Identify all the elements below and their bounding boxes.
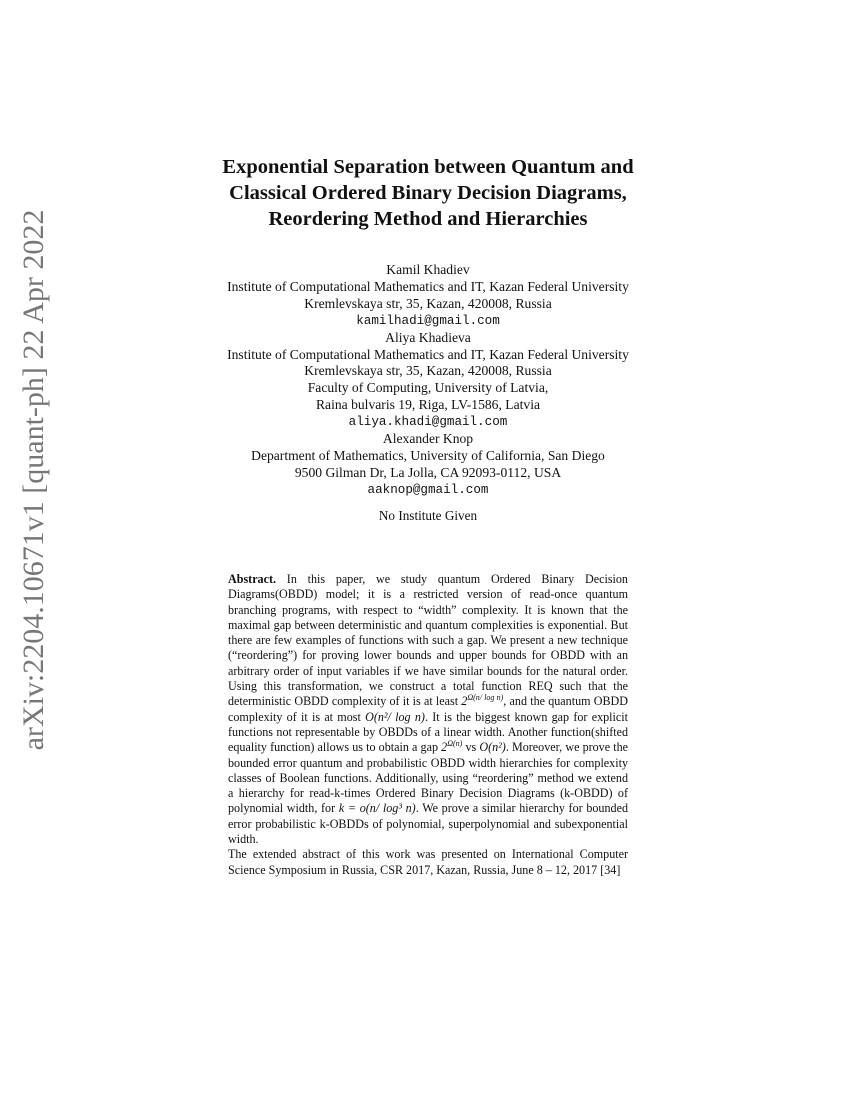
math-expression: $2^{\Omega(n)}$ [441,739,463,755]
paper-title [150,154,706,232]
author-affiliation: 9500 Gilman Dr, La Jolla, CA 92093-0112, USA [294,464,562,480]
abstract-text: . We prove a similar hierarchy for bounded error probabilistic k-OBDDs of polynomial, superpolynomial and subexponential width. [228,801,628,847]
arxiv-sidebar [6,209,62,751]
institute-note: No Institute Given [378,508,478,523]
author-email: kamilhadi@gmail.com [356,313,500,328]
abstract-text: In this paper, we study quantum Ordered Binary Decision Diagrams(OBDD) model; it is a restricted version of read-once quantum branching programs, with respect to “width” complexity. It is known that the maximal gap between deterministic and quantum complexities is exponential. But there are few examples of functions with such a gap. We present a new technique (“reordering”) for proving lower bounds and upper bounds for OBDD with an arbitrary order of input variables if we have similar bounds for the natural order. Using this transformation, we construct a total function REQ such that the deterministic OBDD complexity of it is at least [228,572,628,709]
title-line: Exponential Separation between Quantum and [222,156,634,178]
author-affiliation: Institute of Computational Mathematics and IT, Kazan Federal University [227,278,629,294]
title-line: Classical Ordered Binary Decision Diagrams, [229,182,627,204]
abstract-label: Abstract. [228,572,277,586]
author-affiliation: Institute of Computational Mathematics and IT, Kazan Federal University [227,346,629,362]
abstract-text: , and the quantum OBDD complexity of it is at most [228,694,629,724]
math-expression: O(n²) [479,740,506,755]
author-block [150,262,706,499]
author-affiliation: Raina bulvaris 19, Riga, LV-1586, Latvia [315,397,541,413]
math-expression: $2^{\Omega(n/ log n)}$ [461,693,504,709]
author-affiliation: Kremlevskaya str, 35, Kazan, 420008, Russia [304,295,552,311]
author-affiliation: Faculty of Computing, University of Latvia, [307,380,549,396]
author-affiliation: Kremlevskaya str, 35, Kazan, 420008, Russia [304,363,552,379]
abstract [228,572,628,878]
arxiv-identifier: arXiv:2204.10671v1 [quant-ph] 22 Apr 2022 [17,209,50,751]
math-expression: O(n²/ log n) [365,709,425,724]
abstract-paragraph [228,572,628,847]
abstract-text: vs [465,740,477,755]
title-line: Reordering Method and Hierarchies [268,208,588,230]
presentation-note: The extended abstract of this work was presented on International Computer Science Symposium in Russia, CSR 2017, Kazan, Russia, June 8 – 12, 2017 [34] [228,847,628,877]
author-email: aliya.khadi@gmail.com [348,415,508,430]
abstract-text: . It is the biggest known gap for explicit functions not representable by OBDDs of a linear width. Another function(shifted equality function) allows us to obtain a gap [228,709,628,755]
math-expression: k = o(n/ log³ n) [338,801,416,816]
author-name: Alexander Knop [382,431,474,447]
author-name: Aliya Khadieva [385,329,471,345]
abstract-text: . Moreover, we prove the bounded error quantum and probabilistic OBDD width hierarchies for complexity classes of Boolean functions. Additionally, using “reordering” method we extend a hierarchy for read-k-times Ordered Binary Decision Diagrams (k-OBDD) of polynomial width, for [228,740,629,816]
author-affiliation: Department of Mathematics, University of California, San Diego [251,447,605,463]
author-name: Kamil Khadiev [386,262,470,277]
author-email: aaknop@gmail.com [367,482,489,497]
